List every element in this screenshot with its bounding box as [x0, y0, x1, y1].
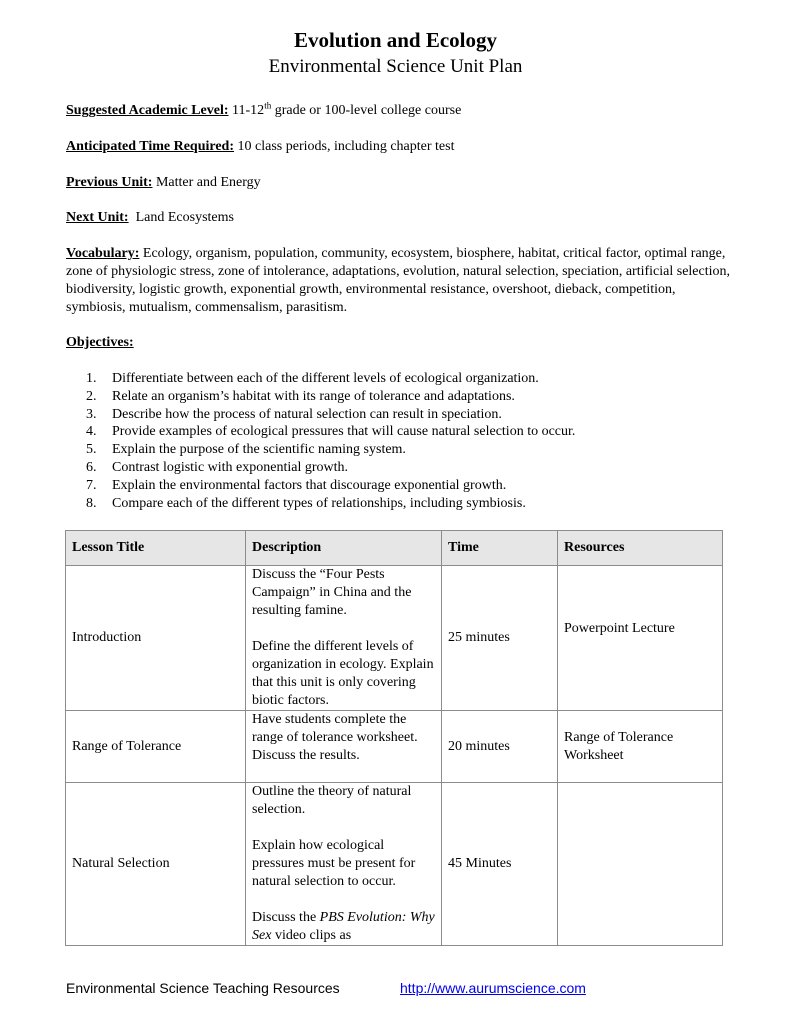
vocabulary-value: Ecology, organism, population, community, ecosystem, biosphere, habitat, critical factor, optimal range, zone of physiologic stress, zone of intolerance, adaptations, evolution, natural selection, speciation, artificial selection, biodiversity, logistic growth, exponential growth, environmental resistance, overshoot, dieback, competition, symbiosis, mutualism, commensalism, parasitism. [66, 246, 731, 315]
lesson-title-cell: Range of Tolerance [66, 711, 246, 783]
page-title: Evolution and Ecology [293, 28, 498, 52]
objective-item: 7. Explain the environmental factors that discourage exponential growth. [86, 477, 507, 493]
footer-text: Environmental Science Teaching Resources [66, 980, 340, 996]
next-unit-field [66, 209, 234, 226]
time-cell: 45 Minutes [442, 783, 558, 946]
time-required-label: Anticipated Time Required: [66, 139, 235, 154]
time-cell: 20 minutes [442, 711, 558, 783]
objectives-heading: Objectives: [66, 335, 134, 350]
vocabulary-paragraph [66, 245, 736, 317]
description-cell: Outline the theory of natural selection. Explain how ecological pressures must be present for natural selection to occur. Discuss the PBS Evolution: Why Sex video clips as [246, 783, 442, 946]
objectives-list [66, 370, 575, 512]
resources-cell: Range of Tolerance Worksheet [558, 711, 723, 783]
objective-item: 6. Contrast logistic with exponential growth. [86, 459, 349, 475]
academic-level-field [66, 102, 461, 119]
objective-item: 3. Describe how the process of natural selection can result in speciation. [86, 406, 502, 422]
next-unit-label: Next Unit: [66, 210, 129, 225]
table-row [66, 566, 723, 711]
academic-level-label: Suggested Academic Level: [66, 103, 229, 118]
objective-item: 5. Explain the purpose of the scientific naming system. [86, 442, 406, 458]
column-header-resources: Resources [558, 531, 723, 566]
lesson-title-cell: Introduction [66, 566, 246, 711]
column-header-lesson-title: Lesson Title [66, 531, 246, 566]
resources-cell: Powerpoint Lecture [558, 566, 723, 711]
resources-cell [558, 783, 723, 946]
description-cell: Have students complete the range of tolerance worksheet. Discuss the results. [246, 711, 442, 783]
time-required-field [66, 138, 454, 155]
previous-unit-value: Matter and Energy [152, 175, 261, 190]
time-required-value: 10 class periods, including chapter test [234, 139, 455, 154]
footer-link[interactable]: http://www.aurumscience.com [400, 980, 586, 996]
next-unit-value: Land Ecosystems [128, 210, 234, 225]
time-cell: 25 minutes [442, 566, 558, 711]
lesson-title-cell: Natural Selection [66, 783, 246, 946]
description-cell: Discuss the “Four Pests Campaign” in China and the resulting famine. Define the different levels of organization in ecology. Explain that this unit is only covering biotic factors. [246, 566, 442, 711]
lesson-table [65, 530, 723, 946]
academic-level-value: 11-12th grade or 100-level college course [228, 100, 462, 118]
table-header-row [66, 531, 723, 566]
objective-item: 4. Provide examples of ecological pressures that will cause natural selection to occur. [86, 424, 576, 440]
column-header-time: Time [442, 531, 558, 566]
page-subtitle: Environmental Science Unit Plan [268, 56, 523, 77]
table-row [66, 711, 723, 783]
objective-item: 1. Differentiate between each of the different levels of ecological organization. [86, 371, 539, 386]
objective-item: 8. Compare each of the different types of relationships, including symbiosis. [86, 495, 526, 511]
table-row [66, 783, 723, 946]
previous-unit-label: Previous Unit: [66, 175, 153, 190]
objective-item: 2. Relate an organism’s habitat with its range of tolerance and adaptations. [86, 388, 515, 404]
previous-unit-field [66, 174, 261, 191]
vocabulary-label: Vocabulary: [66, 246, 140, 261]
column-header-description: Description [246, 531, 442, 566]
